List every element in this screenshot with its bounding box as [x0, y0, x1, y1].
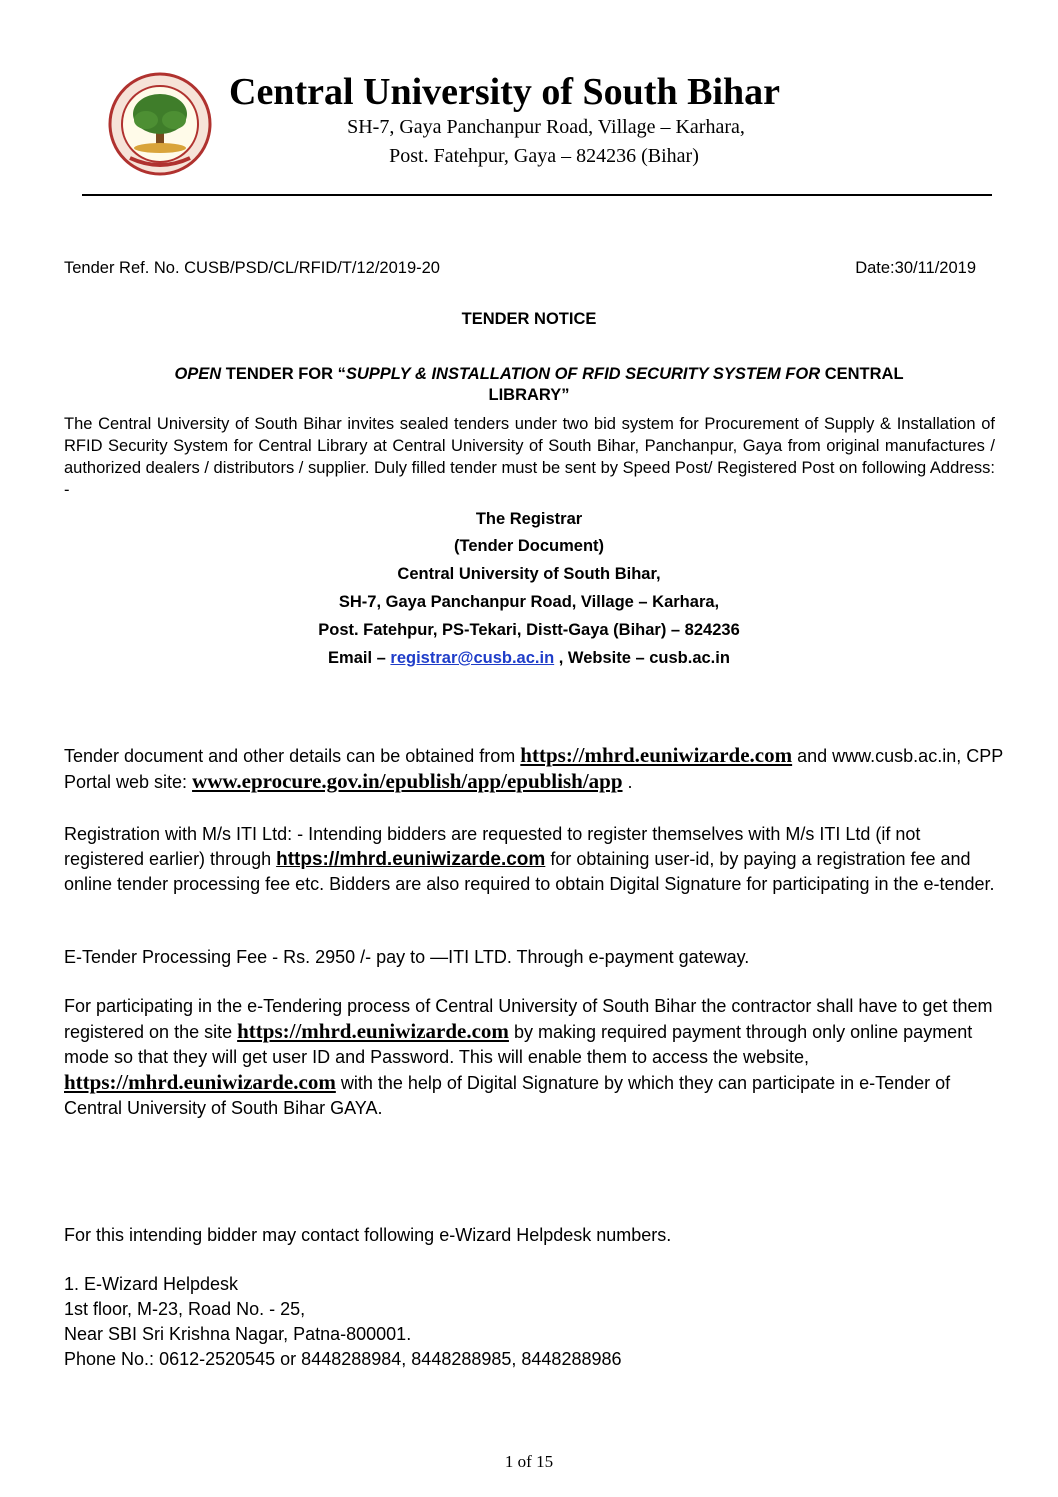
- tender-title-line-2: LIBRARY”: [488, 386, 570, 404]
- document-text-3: .: [622, 772, 633, 792]
- helpdesk-block: [64, 1272, 1004, 1372]
- euniwizarde-link[interactable]: https://mhrd.euniwizarde.com: [520, 743, 793, 767]
- fee-text: E-Tender Processing Fee - Rs. 2950 /- pay to —ITI LTD. Through e-payment gateway.: [64, 947, 750, 967]
- university-name: Central University of South Bihar: [229, 71, 780, 113]
- participating-link-1[interactable]: https://mhrd.euniwizarde.com: [237, 1019, 509, 1043]
- address-university: Central University of South Bihar,: [397, 565, 661, 583]
- email-link[interactable]: registrar@cusb.ac.in: [390, 649, 555, 667]
- page-number: 1 of 15: [504, 1452, 554, 1471]
- university-address-line-1: SH-7, Gaya Panchanpur Road, Village – Karhara,: [347, 116, 745, 138]
- participating-text-3: with the help of Digital Signature by which they can participate in e-Tender of Central University of South Bihar GAYA.: [64, 1073, 951, 1118]
- registration-text-1: Registration with M/s ITI Ltd: - Intending bidders are requested to register themselves with M/s ITI Ltd (if not registered earlier) through: [64, 824, 921, 869]
- tender-date: Date:30/11/2019: [855, 259, 976, 277]
- participating-paragraph: [64, 994, 1004, 1121]
- email-label: Email –: [328, 649, 391, 667]
- tender-title-central: CENTRAL: [820, 365, 904, 383]
- header-divider: [82, 194, 992, 196]
- address-tender-document: (Tender Document): [453, 537, 605, 555]
- participating-text-1: For participating in the e-Tendering process of Central University of South Bihar the contractor shall have to get them registered on the site: [64, 996, 993, 1042]
- fee-paragraph: [64, 945, 1004, 970]
- tender-title-for: TENDER FOR “: [221, 365, 346, 383]
- university-address-line-2: Post. Fatehpur, Gaya – 824236 (Bihar): [389, 145, 699, 167]
- address-road: SH-7, Gaya Panchanpur Road, Village – Karhara,: [338, 593, 720, 611]
- tender-title-subject: SUPPLY & INSTALLATION OF RFID SECURITY SYSTEM FOR: [345, 365, 821, 383]
- tender-title-open: OPEN: [174, 365, 222, 383]
- document-text-1: Tender document and other details can be obtained from: [64, 746, 521, 766]
- registration-link[interactable]: https://mhrd.euniwizarde.com: [276, 849, 546, 870]
- helpdesk-floor: 1st floor, M-23, Road No. - 25,: [64, 1299, 306, 1319]
- participating-text-2: by making required payment through only online payment mode so that they will get user ID and Password. This will enable them to access the website,: [64, 1022, 973, 1067]
- helpdesk-location: Near SBI Sri Krishna Nagar, Patna-800001.: [64, 1324, 412, 1344]
- address-post: Post. Fatehpur, PS-Tekari, Distt-Gaya (Bihar) – 824236: [318, 621, 740, 639]
- registration-text-2: for obtaining user-id, by paying a registration fee and online tender processing fee etc. Bidders are also required to obtain Digital Signature for participating in the e-tender.: [64, 849, 995, 894]
- registration-paragraph: [64, 822, 1004, 897]
- helpdesk-name: 1. E-Wizard Helpdesk: [64, 1274, 239, 1294]
- address-contact: [0, 649, 1058, 668]
- document-paragraph: [64, 743, 1004, 795]
- helpdesk-intro: For this intending bidder may contact following e-Wizard Helpdesk numbers.: [64, 1225, 672, 1245]
- intro-text: The Central University of South Bihar invites sealed tenders under two bid system for Procurement of Supply & Installation of RFID Security System for Central Library at Central University of South Bihar, Panchanpur, Gaya from original manufactures / authorized dealers / distributors / supplier. Duly filled tender must be sent by Speed Post/ Registered Post on following Address: -: [64, 415, 995, 499]
- document-text-2: and www.cusb.ac.in, CPP Portal web site:: [64, 746, 1003, 792]
- website-text: , Website – cusb.ac.in: [554, 649, 730, 667]
- eprocure-link[interactable]: www.eprocure.gov.in/epublish/app/epublish/app: [192, 769, 623, 793]
- helpdesk-phone: Phone No.: 0612-2520545 or 8448288984, 8448288985, 8448288986: [64, 1349, 622, 1369]
- address-registrar: The Registrar: [475, 510, 583, 528]
- notice-heading: TENDER NOTICE: [461, 310, 597, 328]
- tender-title-line-1: [0, 365, 1058, 384]
- participating-link-2[interactable]: https://mhrd.euniwizarde.com: [64, 1070, 336, 1094]
- intro-paragraph: [64, 413, 995, 501]
- tender-ref-number: Tender Ref. No. CUSB/PSD/CL/RFID/T/12/2019-20: [64, 259, 440, 277]
